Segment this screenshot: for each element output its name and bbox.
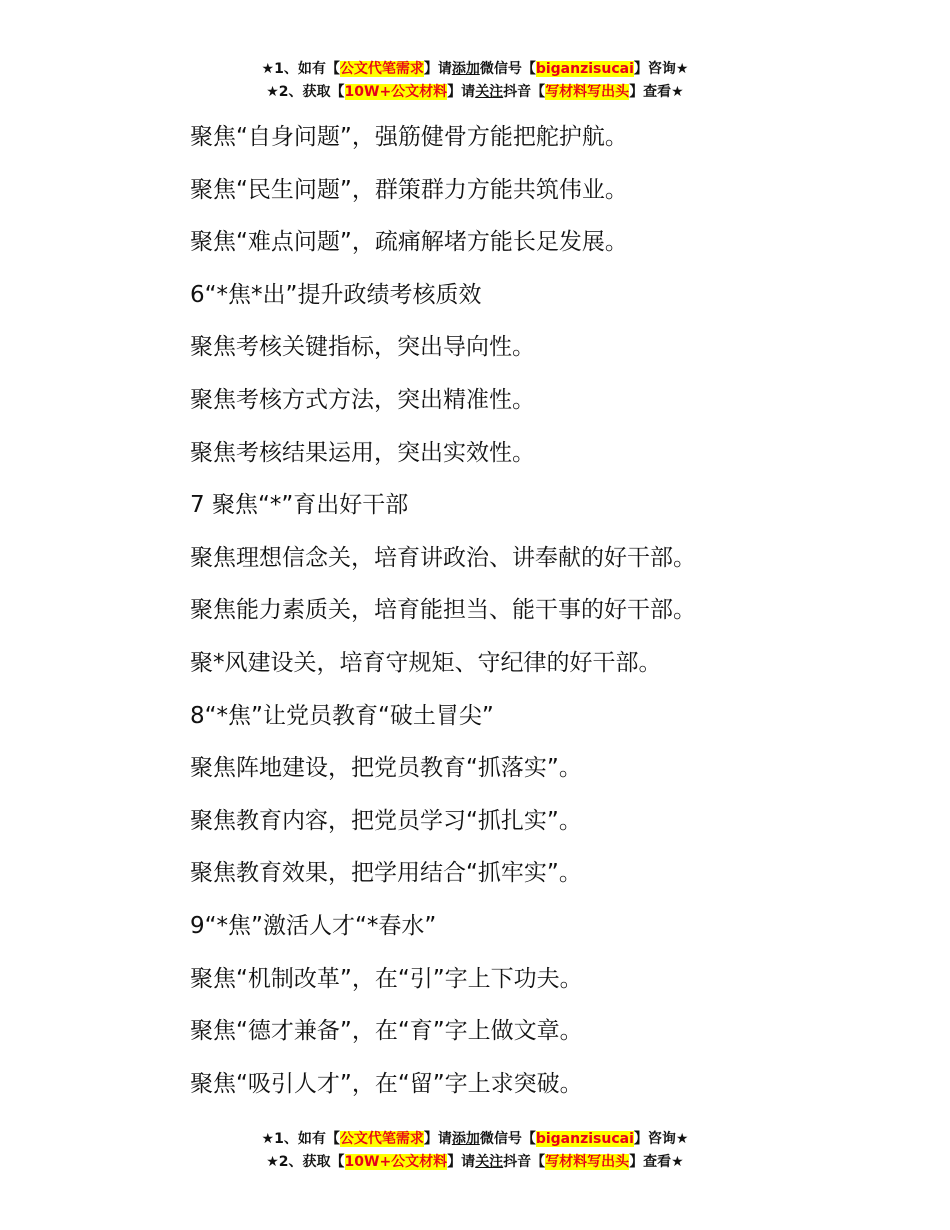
wechat-id: biganzisucai bbox=[535, 1131, 634, 1147]
section-heading: 8“*焦”让党员教育“破土冒尖” bbox=[190, 702, 494, 729]
highlight-materials: 10W+公文材料 bbox=[344, 1154, 448, 1170]
body-line: 聚焦“自身问题”，强筋健骨方能把舵护航。 bbox=[190, 124, 628, 150]
body-line: 聚焦阵地建设，把党员教育“抓落实”。 bbox=[190, 755, 582, 782]
body-line: 聚焦理想信念关，培育讲政治、讲奉献的好干部。 bbox=[190, 544, 696, 571]
body-line: 聚焦“难点问题”，疏痛解堵方能长足发展。 bbox=[190, 229, 628, 256]
section-heading: 7 聚焦“*”育出好干部 bbox=[190, 492, 409, 519]
footer-promo-banner bbox=[0, 1128, 950, 1174]
section-heading: 9“*焦”激活人才“*春水” bbox=[190, 912, 437, 939]
body-line: 聚焦“德才兼备”，在“育”字上做文章。 bbox=[190, 1018, 583, 1045]
body-line: 聚焦考核结果运用，突出实效性。 bbox=[190, 439, 535, 466]
highlight-service: 公文代笔需求 bbox=[339, 1131, 424, 1147]
promo-line-1: ★1、如有【公文代笔需求】请添加微信号【biganzisucai】咨询★ bbox=[261, 1131, 689, 1147]
body-line: 聚*风建设关，培育守规矩、守纪律的好干部。 bbox=[190, 649, 662, 676]
douyin-account: 写材料写出头 bbox=[545, 84, 630, 100]
section-heading: 6“*焦*出”提升政绩考核质效 bbox=[190, 281, 482, 308]
promo-line-1: ★1、如有【公文代笔需求】请添加微信号【biganzisucai】咨询★ bbox=[261, 61, 689, 77]
douyin-account: 写材料写出头 bbox=[545, 1154, 630, 1170]
document-body bbox=[190, 119, 930, 1118]
promo-line-2: ★2、获取【10W+公文材料】请关注抖音【写材料写出头】查看★ bbox=[266, 84, 684, 100]
highlight-service: 公文代笔需求 bbox=[339, 61, 424, 77]
body-line: 聚焦“机制改革”，在“引”字上下功夫。 bbox=[190, 965, 583, 992]
promo-line-2: ★2、获取【10W+公文材料】请关注抖音【写材料写出头】查看★ bbox=[266, 1154, 684, 1170]
body-line: 聚焦考核方式方法，突出精准性。 bbox=[190, 386, 535, 413]
body-line: 聚焦能力素质关，培育能担当、能干事的好干部。 bbox=[190, 597, 696, 624]
header-promo-banner bbox=[0, 58, 950, 104]
body-line: 聚焦“吸引人才”，在“留”字上求突破。 bbox=[190, 1070, 583, 1097]
wechat-id: biganzisucai bbox=[535, 61, 634, 77]
highlight-materials: 10W+公文材料 bbox=[344, 84, 448, 100]
body-line: 聚焦教育内容，把党员学习“抓扎实”。 bbox=[190, 807, 582, 834]
body-line: 聚焦“民生问题”，群策群力方能共筑伟业。 bbox=[190, 176, 628, 203]
body-line: 聚焦考核关键指标，突出导向性。 bbox=[190, 334, 535, 361]
body-line: 聚焦教育效果，把学用结合“抓牢实”。 bbox=[190, 860, 582, 887]
